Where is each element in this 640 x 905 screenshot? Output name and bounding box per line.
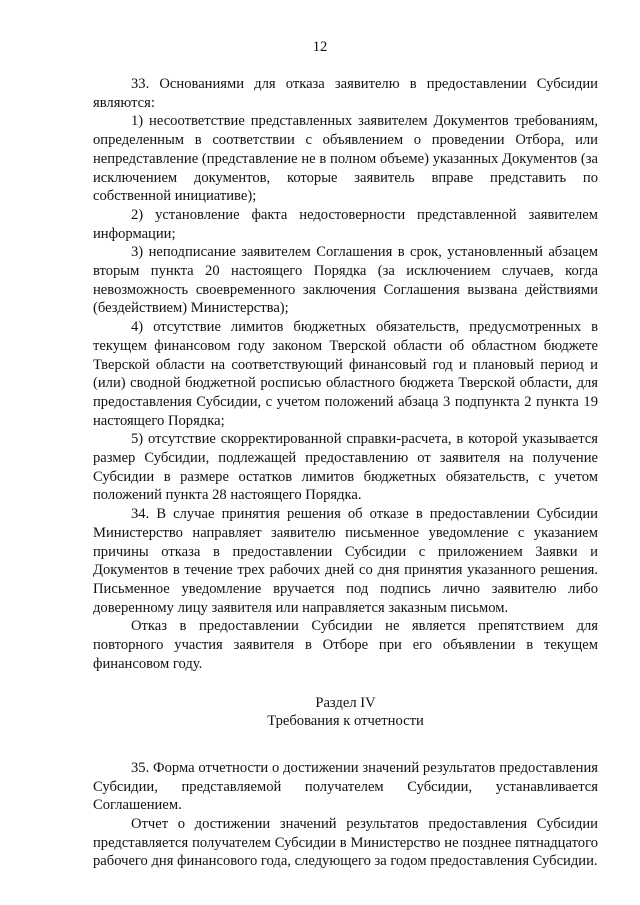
paragraph-report: Отчет о достижении значений результатов предоставления Субсидии представляется получателем Субсидии в Министерство не позднее пятнадцатого рабочего дня финансового года, следующего за годом предоставления Субсидии.: [93, 816, 598, 870]
page-number: 12: [312, 39, 328, 55]
section-number: Раздел IV: [315, 694, 376, 711]
list-item-1: 1) несоответствие представленных заявителем Документов требованиям, определенным в соответствии с объявлением о проведении Отбора, или непредставление (представление не в полном объеме) указанных Документов (за исключением документов, которые заявитель вправе представить по собственной инициативе);: [93, 113, 598, 205]
spacer: [93, 731, 598, 759]
document-body: [93, 75, 598, 871]
list-item-3: 3) неподписание заявителем Соглашения в срок, установленный абзацем вторым пункта 20 настоящего Порядка (за исключением случаев, когда невозможность своевременного заключения Соглашения вызвана действиями (бездействием) Министерства);: [93, 244, 598, 317]
paragraph-34: 34. В случае принятия решения об отказе в предоставлении Субсидии Министерство направляет заявителю письменное уведомление с указанием причины отказа в предоставлении Субсидии с приложением Заявки и Документов в течение трех рабочих дней со дня принятия указанного решения. Письменное уведомление вручается под подпись лично заявителю либо доверенному лицу заявителя или направляется заказным письмом.: [93, 506, 598, 616]
list-item-5: 5) отсутствие скорректированной справки-расчета, в которой указывается размер Субсидии, подлежащей предоставлению от заявителя на получение Субсидии в размере остатков лимитов бюджетных обязательств, с учетом положений пункта 28 настоящего Порядка.: [93, 431, 598, 504]
paragraph-35: 35. Форма отчетности о достижении значений результатов предоставления Субсидии, представляемой получателем Субсидии, устанавливается Соглашением.: [93, 759, 598, 814]
spacer: [93, 674, 598, 694]
list-item-2: 2) установление факта недостоверности представленной заявителем информации;: [93, 206, 598, 242]
list-item-4: 4) отсутствие лимитов бюджетных обязательств, предусмотренных в текущем финансовом году законом Тверской области об областном бюджете Тверской области на соответствующий финансовый год и плановый период и (или) сводной бюджетной росписью областного бюджета Тверской области, для предоставления Субсидии, с учетом положений абзаца 3 подпункта 2 пункта 19 настоящего Порядка;: [93, 319, 598, 429]
paragraph-33-intro: 33. Основаниями для отказа заявителю в предоставлении Субсидии являются:: [93, 76, 598, 111]
paragraph-refusal-note: Отказ в предоставлении Субсидии не является препятствием для повторного участия заявителя в Отборе при его объявлении в текущем финансовом году.: [93, 618, 598, 672]
section-title: Требования к отчетности: [267, 713, 424, 730]
